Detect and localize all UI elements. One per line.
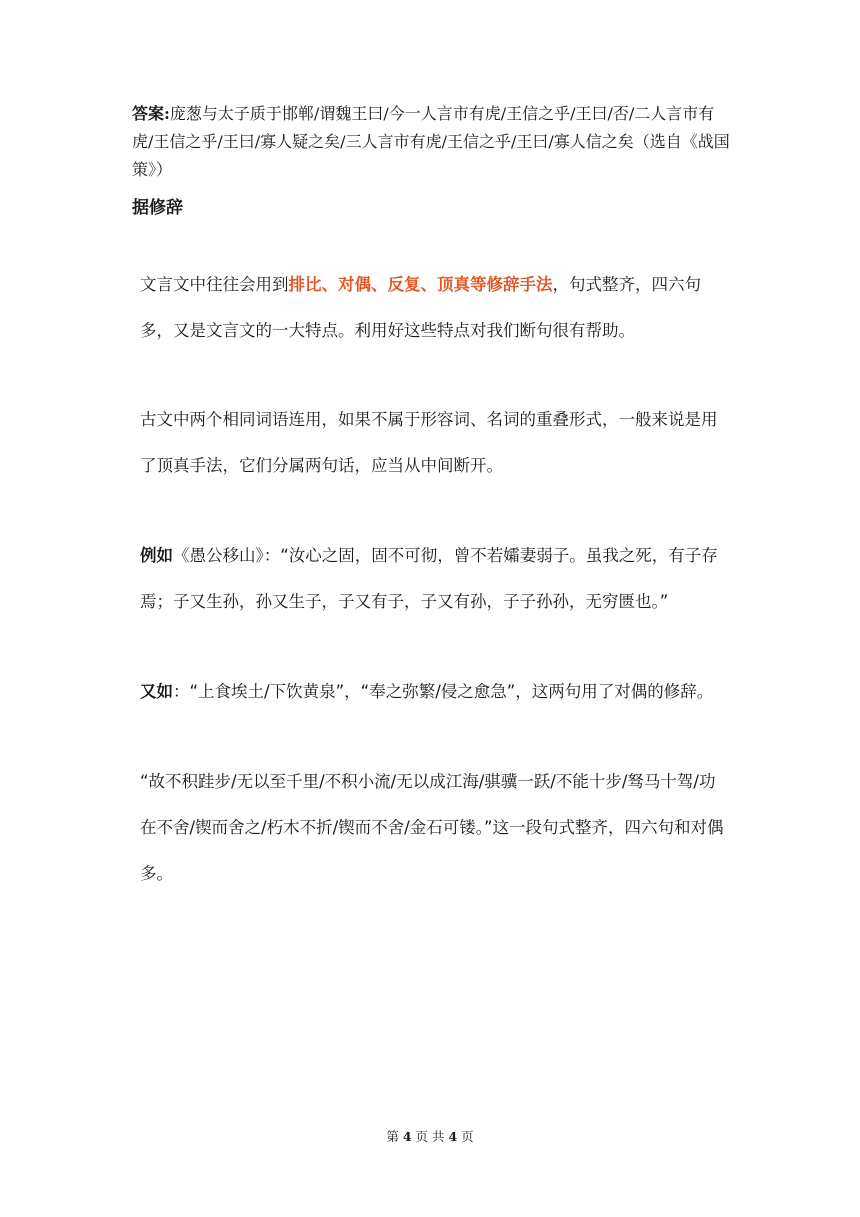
second-example-paragraph	[140, 669, 730, 715]
page-footer	[0, 1128, 860, 1146]
footer-prefix: 第	[386, 1129, 399, 1144]
p5-text: “故不积跬步/无以至千里/不积小流/无以成江海/骐骥一跃/不能十步/驽马十驾/功在不舍/锲而舍之/朽木不折/锲而不舍/金石可镂。”这一段句式整齐，四六句和对偶多。	[140, 772, 724, 883]
p3-label: 例如	[140, 546, 173, 565]
example-paragraph	[140, 533, 730, 625]
quotation-paragraph	[140, 759, 730, 897]
p1-highlight: 排比、对偶、反复、顶真等修辞手法	[288, 275, 553, 294]
answer-label: 答案:	[132, 104, 170, 123]
p4-text: ：“上食埃土/下饮黄泉”，“奉之弥繁/侵之愈急”，这两句用了对偶的修辞。	[173, 682, 714, 701]
answer-paragraph	[132, 100, 732, 184]
footer-page-number: 4	[402, 1129, 412, 1144]
answer-text: 庞葱与太子质于邯郸/谓魏王曰/今一人言市有虎/王信之乎/王曰/否/二人言市有虎/王信之乎/王曰/寡人疑之矣/三人言市有虎/王信之乎/王曰/寡人信之矣（选自《战国策》）	[132, 104, 730, 179]
p1-text-after: ，句式整齐，四六句多，又是文言文的一大特点。利用好这些特点对我们断句很有帮助。	[140, 275, 701, 340]
footer-suffix: 页	[461, 1129, 474, 1144]
p1-text-before: 文言文中往往会用到	[140, 275, 289, 294]
p2-text: 古文中两个相同词语连用，如果不属于形容词、名词的重叠形式，一般来说是用了顶真手法，它们分属两句话，应当从中间断开。	[140, 410, 718, 475]
footer-middle: 页 共	[415, 1129, 445, 1144]
footer-total-pages: 4	[448, 1129, 458, 1144]
section-heading: 据修辞	[132, 198, 183, 218]
rhetoric-intro-paragraph	[140, 262, 730, 354]
p3-text: 《愚公移山》：“汝心之固，固不可彻，曾不若孀妻弱子。虽我之死，有子存焉；子又生孙，孙又生子，子又有子，子又有孙，子子孙孙，无穷匮也。”	[140, 546, 718, 611]
repetition-paragraph	[140, 397, 730, 489]
p4-label: 又如	[140, 682, 173, 701]
